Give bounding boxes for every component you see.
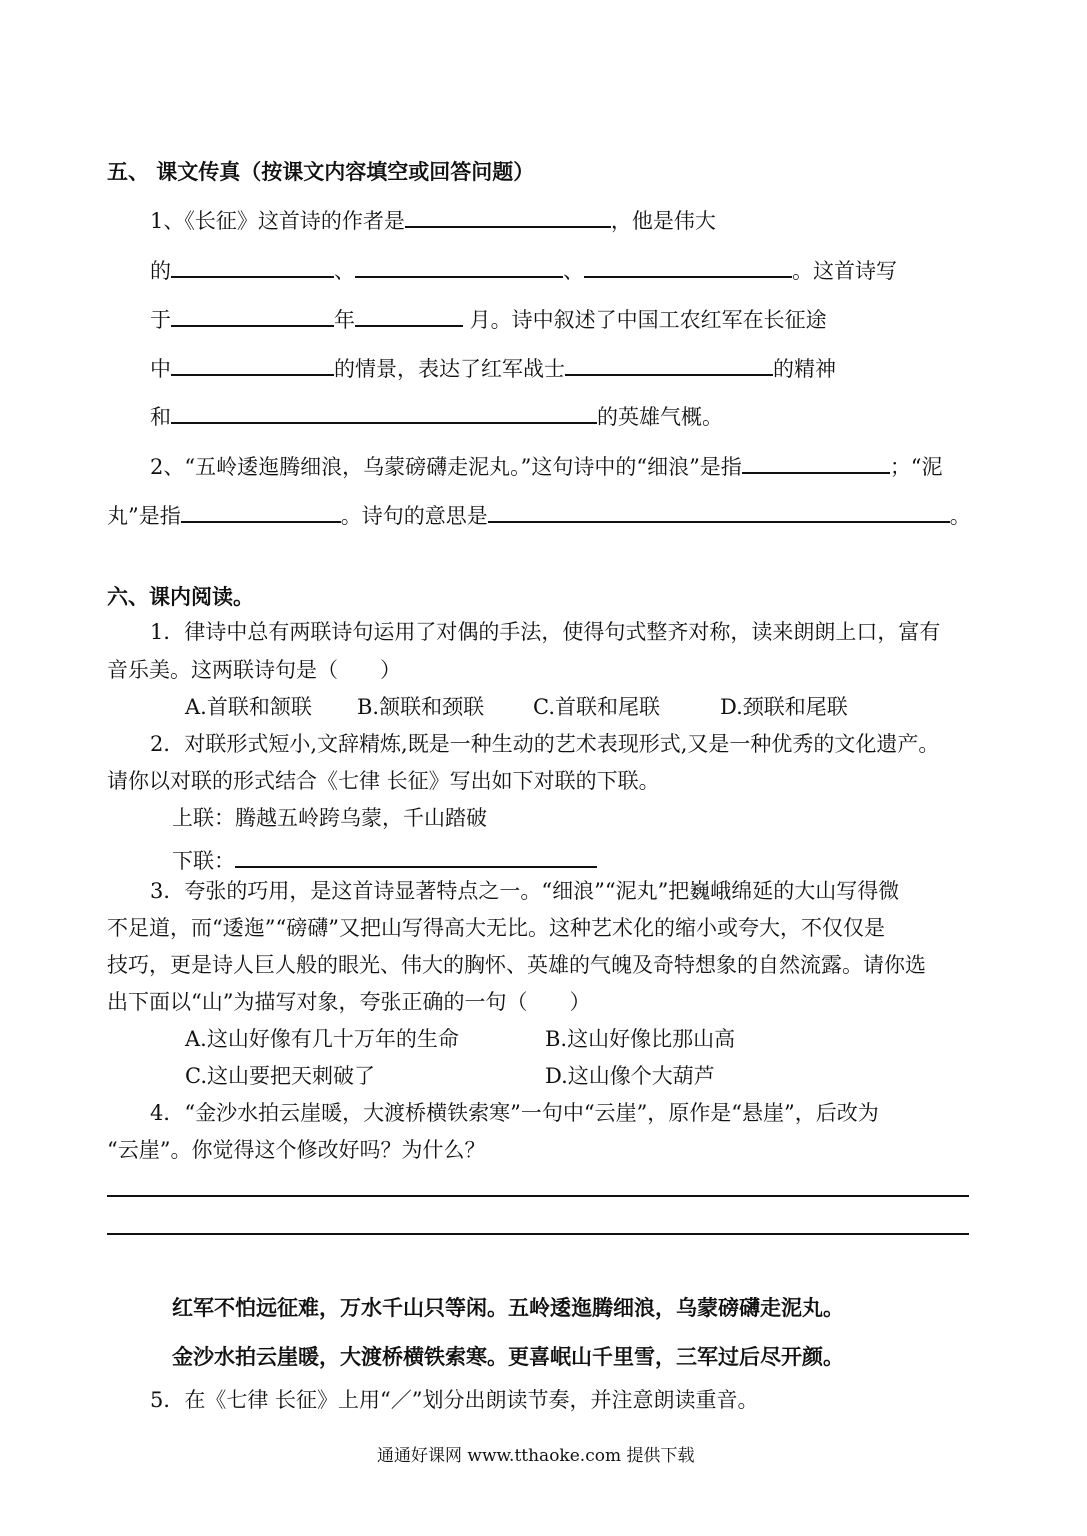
q4-text-1: 4．“金沙水拍云崖暖，大渡桥横铁索寒”一句中“云崖”，原作是“悬崖”，后改为 — [150, 1101, 879, 1125]
q1-text: 1、《长征》这首诗的作者是 — [150, 209, 405, 233]
blank-identity-3[interactable] — [584, 255, 792, 278]
q2-text: 。 — [949, 504, 971, 528]
blank-spirit[interactable] — [565, 353, 773, 376]
q1-text: 。这首诗写 — [792, 259, 897, 283]
blank-xilang[interactable] — [742, 451, 890, 474]
lower-couplet-label: 下联： — [172, 849, 235, 873]
blank-niwan[interactable] — [181, 500, 341, 523]
q4-text-2: “云崖”。你觉得这个修改好吗？为什么？ — [107, 1138, 486, 1162]
q3-option-b[interactable]: B.这山好像比那山高 — [545, 1027, 736, 1051]
poem-line-1: 红军不怕远征难，万水千山只等闲。五岭逶迤腾细浪，乌蒙磅礴走泥丸。 — [172, 1296, 844, 1320]
q1-line5 — [150, 401, 723, 428]
q1-text: 的 — [150, 259, 171, 283]
q1-text: 中 — [150, 357, 171, 381]
q5-text: 5．在《七律 长征》上用“／”划分出朗读节奏，并注意朗读重音。 — [150, 1388, 759, 1412]
q1-text: 于 — [150, 308, 171, 332]
section6-title: 六、课内阅读。 — [107, 585, 254, 609]
q1-text-2: 音乐美。这两联诗句是（ ） — [107, 658, 401, 682]
q1-text: 、 — [563, 259, 584, 283]
section5-title: 五、 课文传真（按课文内容填空或回答问题） — [107, 160, 535, 184]
q2-line2 — [107, 500, 971, 527]
q1-line3 — [150, 304, 827, 331]
q2-text: ；“泥 — [889, 455, 943, 479]
q1-text: 月。诗中叙述了中国工农红军在长征途 — [463, 308, 827, 332]
q1-option-d[interactable]: D.颈联和尾联 — [720, 695, 848, 719]
blank-year[interactable] — [171, 304, 334, 327]
q1-text: 的情景，表达了红军战士 — [334, 357, 565, 381]
blank-scene[interactable] — [171, 353, 334, 376]
q1-line4 — [150, 353, 836, 380]
lower-couplet — [172, 845, 597, 872]
q1-option-b[interactable]: B.颔联和颈联 — [357, 695, 485, 719]
q1-text-1: 1．律诗中总有两联诗句运用了对偶的手法，使得句式整齐对称，读来朗朗上口，富有 — [150, 620, 941, 644]
q1-text: 和 — [150, 405, 171, 429]
q2-line1 — [150, 451, 943, 478]
q1-text: 、 — [334, 259, 355, 283]
blank-month[interactable] — [355, 304, 463, 327]
q1-text: 的精神 — [773, 357, 836, 381]
q3-option-d[interactable]: D.这山像个大葫芦 — [545, 1064, 715, 1088]
q1-option-c[interactable]: C.首联和尾联 — [533, 695, 660, 719]
q2-text-1: 2．对联形式短小,文辞精炼,既是一种生动的艺术表现形式,又是一种优秀的文化遗产。 — [150, 732, 940, 756]
footer-text: 通通好课网 www.tthaoke.com 提供下载 — [377, 1446, 695, 1466]
q2-text-2: 请你以对联的形式结合《七律 长征》写出如下对联的下联。 — [107, 769, 660, 793]
upper-couplet: 上联：腾越五岭跨乌蒙，千山踏破 — [172, 806, 487, 830]
q1-text: 年 — [334, 308, 355, 332]
q1-line1 — [150, 205, 716, 232]
q3-option-c[interactable]: C.这山要把天刺破了 — [185, 1064, 375, 1088]
q3-text-2: 不足道，而“逶迤”“磅礴”又把山写得高大无比。这种艺术化的缩小或夸大，不仅仅是 — [107, 916, 885, 940]
blank-author[interactable] — [405, 205, 611, 228]
q2-text: 。诗句的意思是 — [340, 504, 488, 528]
q1-text: 的英雄气概。 — [597, 405, 723, 429]
blank-meaning[interactable] — [488, 500, 950, 523]
q3-text-1: 3．夸张的巧用，是这首诗显著特点之一。“细浪”“泥丸”把巍峨绵延的大山写得微 — [150, 879, 900, 903]
answer-line-2[interactable] — [107, 1233, 969, 1235]
blank-lower-couplet[interactable] — [235, 845, 597, 868]
blank-heroism[interactable] — [171, 401, 597, 424]
poem-line-2: 金沙水拍云崖暖，大渡桥横铁索寒。更喜岷山千里雪，三军过后尽开颜。 — [172, 1345, 844, 1369]
q2-text: 2、“五岭逶迤腾细浪，乌蒙磅礴走泥丸。”这句诗中的“细浪”是指 — [150, 455, 742, 479]
q1-line2 — [150, 255, 897, 282]
q1-option-a[interactable]: A.首联和颔联 — [185, 695, 312, 719]
blank-identity-2[interactable] — [355, 255, 563, 278]
q3-text-4: 出下面以“山”为描写对象，夸张正确的一句（ ） — [107, 990, 591, 1014]
q2-text: 丸”是指 — [107, 504, 181, 528]
q3-text-3: 技巧，更是诗人巨人般的眼光、伟大的胸怀、英雄的气魄及奇特想象的自然流露。请你选 — [107, 953, 926, 977]
q1-text: ，他是伟大 — [610, 209, 716, 233]
blank-identity-1[interactable] — [171, 255, 334, 278]
answer-line-1[interactable] — [107, 1195, 969, 1197]
q3-option-a[interactable]: A.这山好像有几十万年的生命 — [185, 1027, 459, 1051]
